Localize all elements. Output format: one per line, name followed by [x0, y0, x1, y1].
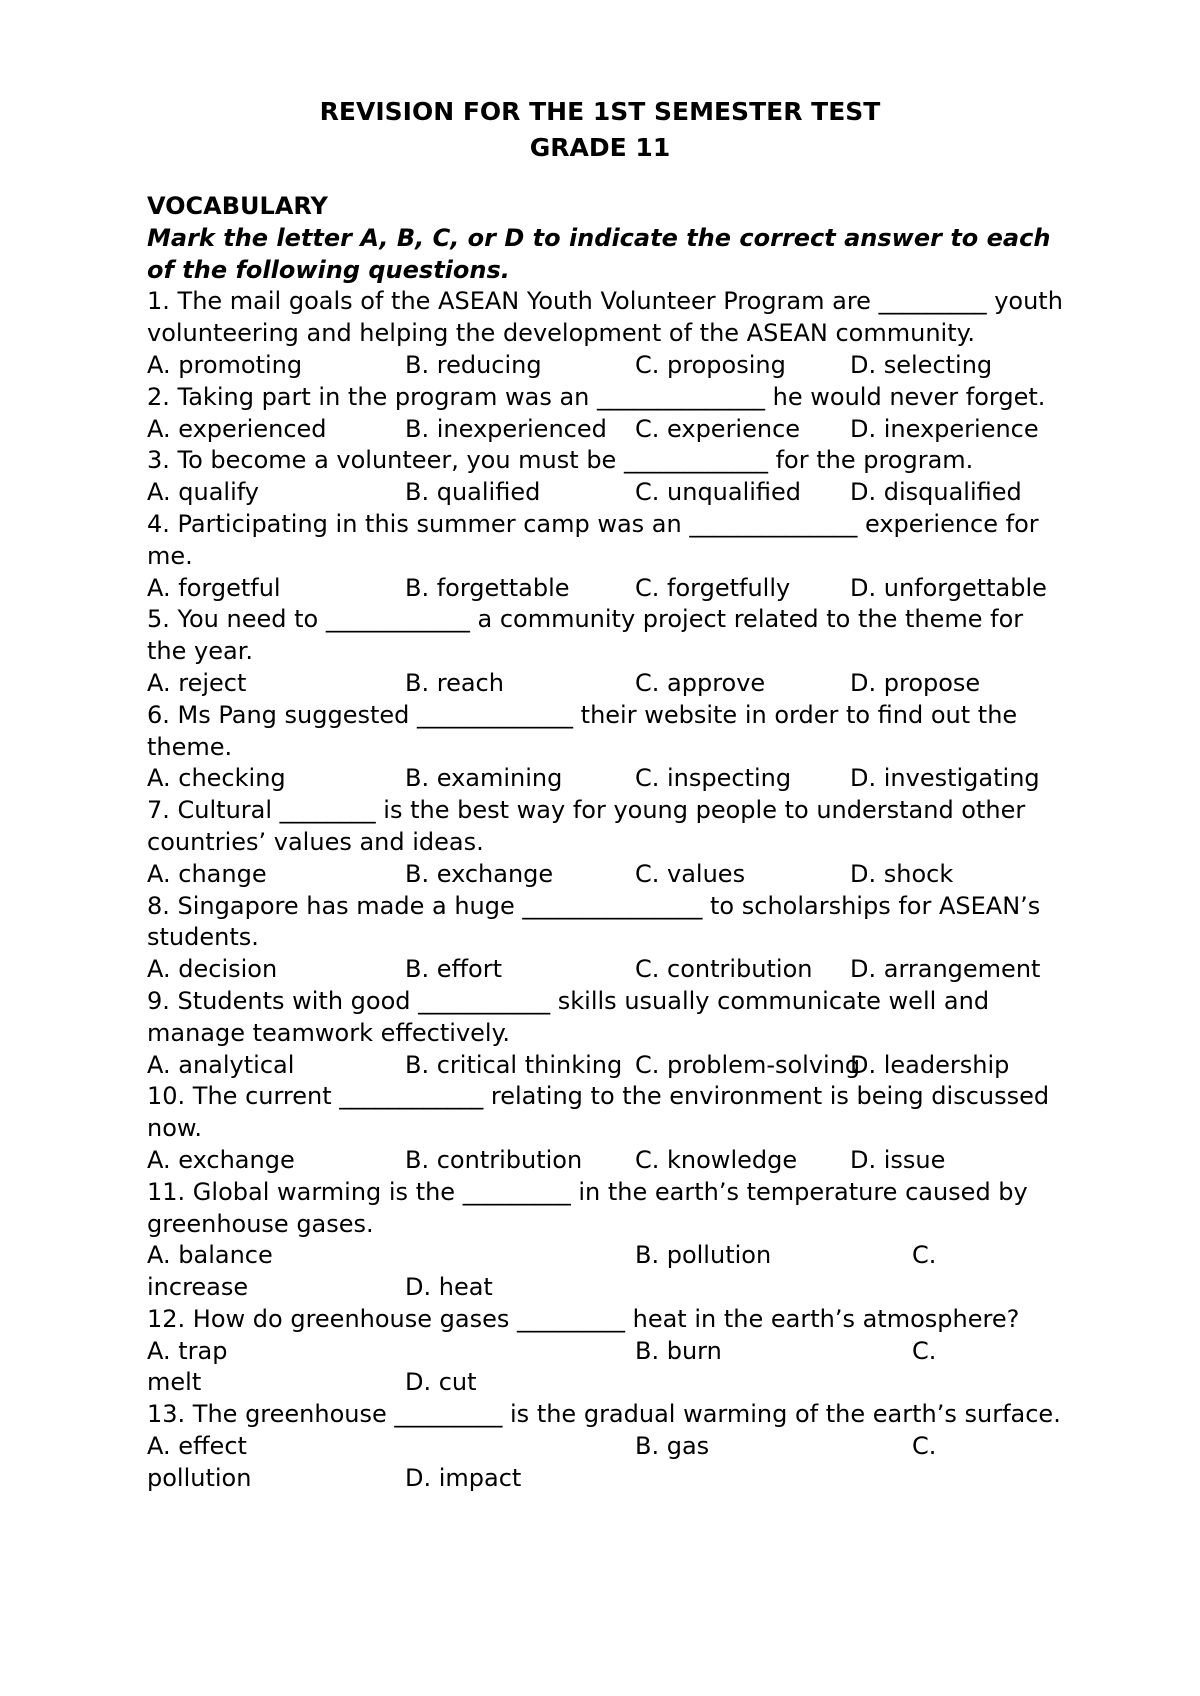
option-a: A. decision	[147, 955, 278, 984]
option-a: A. change	[147, 859, 267, 888]
option-b: B. reach	[405, 668, 504, 697]
option-a: A. analytical	[147, 1050, 295, 1079]
option-d: D. disqualified	[850, 478, 1022, 507]
question-text: 12. How do greenhouse gases _________ heat in the earth’s atmosphere?	[147, 1304, 1020, 1333]
option-d: D. cut	[405, 1368, 477, 1397]
option-b: B. pollution	[635, 1241, 772, 1270]
options-row	[147, 954, 1067, 986]
option-b: B. reducing	[405, 350, 542, 379]
option-c-letter: C.	[912, 1241, 937, 1270]
option-c: C. inspecting	[635, 764, 792, 793]
option-a: A. trap	[147, 1336, 228, 1365]
option-b: B. forgettable	[405, 573, 570, 602]
option-c: C. problem-solving	[635, 1050, 861, 1079]
option-d: D. inexperience	[850, 414, 1039, 443]
option-a: A. exchange	[147, 1145, 295, 1174]
option-b: B. effort	[405, 955, 502, 984]
options-row	[147, 668, 1067, 700]
options-row	[147, 1431, 1067, 1463]
options-row	[147, 859, 1067, 891]
question-text: 13. The greenhouse _________ is the gradual warming of the earth’s surface.	[147, 1400, 1061, 1429]
option-c: C. forgetfully	[635, 573, 791, 602]
option-a: A. experienced	[147, 414, 327, 443]
option-a: A. effect	[147, 1432, 247, 1461]
option-c: C. values	[635, 859, 746, 888]
option-d: D. impact	[405, 1463, 522, 1492]
option-c: C. approve	[635, 668, 766, 697]
question-text: 2. Taking part in the program was an ______________ he would never forget.	[147, 382, 1046, 411]
option-a: A. qualify	[147, 478, 259, 507]
instruction-text: Mark the letter A, B, C, or D to indicate the correct answer to each of the following questions.	[147, 223, 1051, 284]
option-c: C. contribution	[635, 955, 813, 984]
option-b: B. examining	[405, 764, 563, 793]
option-a: A. balance	[147, 1241, 273, 1270]
options-row-continued	[147, 1272, 1067, 1304]
option-d: D. shock	[850, 859, 954, 888]
document-page	[147, 94, 1067, 1495]
grade-label: GRADE 11	[529, 133, 671, 162]
option-d: D. propose	[850, 668, 981, 697]
options-row	[147, 1240, 1067, 1272]
option-c-text: pollution	[147, 1463, 252, 1492]
option-a: A. promoting	[147, 350, 303, 379]
option-c-text: melt	[147, 1368, 202, 1397]
document-title: REVISION FOR THE 1ST SEMESTER TEST	[319, 97, 881, 126]
question-text: 10. The current ____________ relating to the environment is being discussed now.	[147, 1082, 1050, 1143]
question-text: 3. To become a volunteer, you must be ____________ for the program.	[147, 446, 974, 475]
option-d: D. leadership	[850, 1050, 1010, 1079]
option-c-text: increase	[147, 1273, 249, 1302]
option-d: D. issue	[850, 1145, 946, 1174]
options-row-continued	[147, 1463, 1067, 1495]
option-a: A. checking	[147, 764, 286, 793]
options-row	[147, 1336, 1067, 1368]
option-b: B. burn	[635, 1336, 722, 1365]
question-text: 4. Participating in this summer camp was an ______________ experience for me.	[147, 509, 1039, 570]
option-d: D. investigating	[850, 764, 1040, 793]
option-b: B. qualified	[405, 478, 541, 507]
option-b: B. gas	[635, 1432, 710, 1461]
options-row	[147, 573, 1067, 605]
options-row-continued	[147, 1367, 1067, 1399]
option-c: C. unqualified	[635, 478, 802, 507]
options-row	[147, 414, 1067, 446]
options-row	[147, 350, 1067, 382]
option-d: D. selecting	[850, 350, 993, 379]
options-row	[147, 1050, 1067, 1082]
option-c-letter: C.	[912, 1432, 937, 1461]
option-d: D. unforgettable	[850, 573, 1047, 602]
option-c-letter: C.	[912, 1336, 937, 1365]
option-b: B. inexperienced	[405, 414, 607, 443]
option-a: A. reject	[147, 668, 247, 697]
option-b: B. contribution	[405, 1145, 583, 1174]
question-text: 7. Cultural ________ is the best way for young people to understand other countries’ values and ideas.	[147, 796, 1026, 856]
question-text: 1. The mail goals of the ASEAN Youth Volunteer Program are _________ youth volunteering and helping the development of the ASEAN community.	[147, 287, 1063, 348]
options-row	[147, 477, 1067, 509]
question-text: 9. Students with good ___________ skills usually communicate well and manage teamwork effectively.	[147, 986, 990, 1047]
option-d: D. arrangement	[850, 955, 1041, 984]
question-text: 8. Singapore has made a huge _______________ to scholarships for ASEAN’s students.	[147, 891, 1041, 952]
option-c: C. knowledge	[635, 1145, 798, 1174]
question-text: 11. Global warming is the _________ in the earth’s temperature caused by greenhouse gases.	[147, 1177, 1028, 1238]
option-b: B. critical thinking	[405, 1050, 623, 1079]
option-c: C. proposing	[635, 350, 786, 379]
option-d: D. heat	[405, 1273, 493, 1302]
question-text: 5. You need to ____________ a community project related to the theme for the year.	[147, 605, 1024, 666]
option-a: A. forgetful	[147, 573, 281, 602]
option-c: C. experience	[635, 414, 801, 443]
option-b: B. exchange	[405, 859, 554, 888]
section-heading: VOCABULARY	[147, 192, 328, 220]
options-row	[147, 763, 1067, 795]
question-text: 6. Ms Pang suggested _____________ their website in order to find out the theme.	[147, 700, 1018, 761]
options-row	[147, 1145, 1067, 1177]
